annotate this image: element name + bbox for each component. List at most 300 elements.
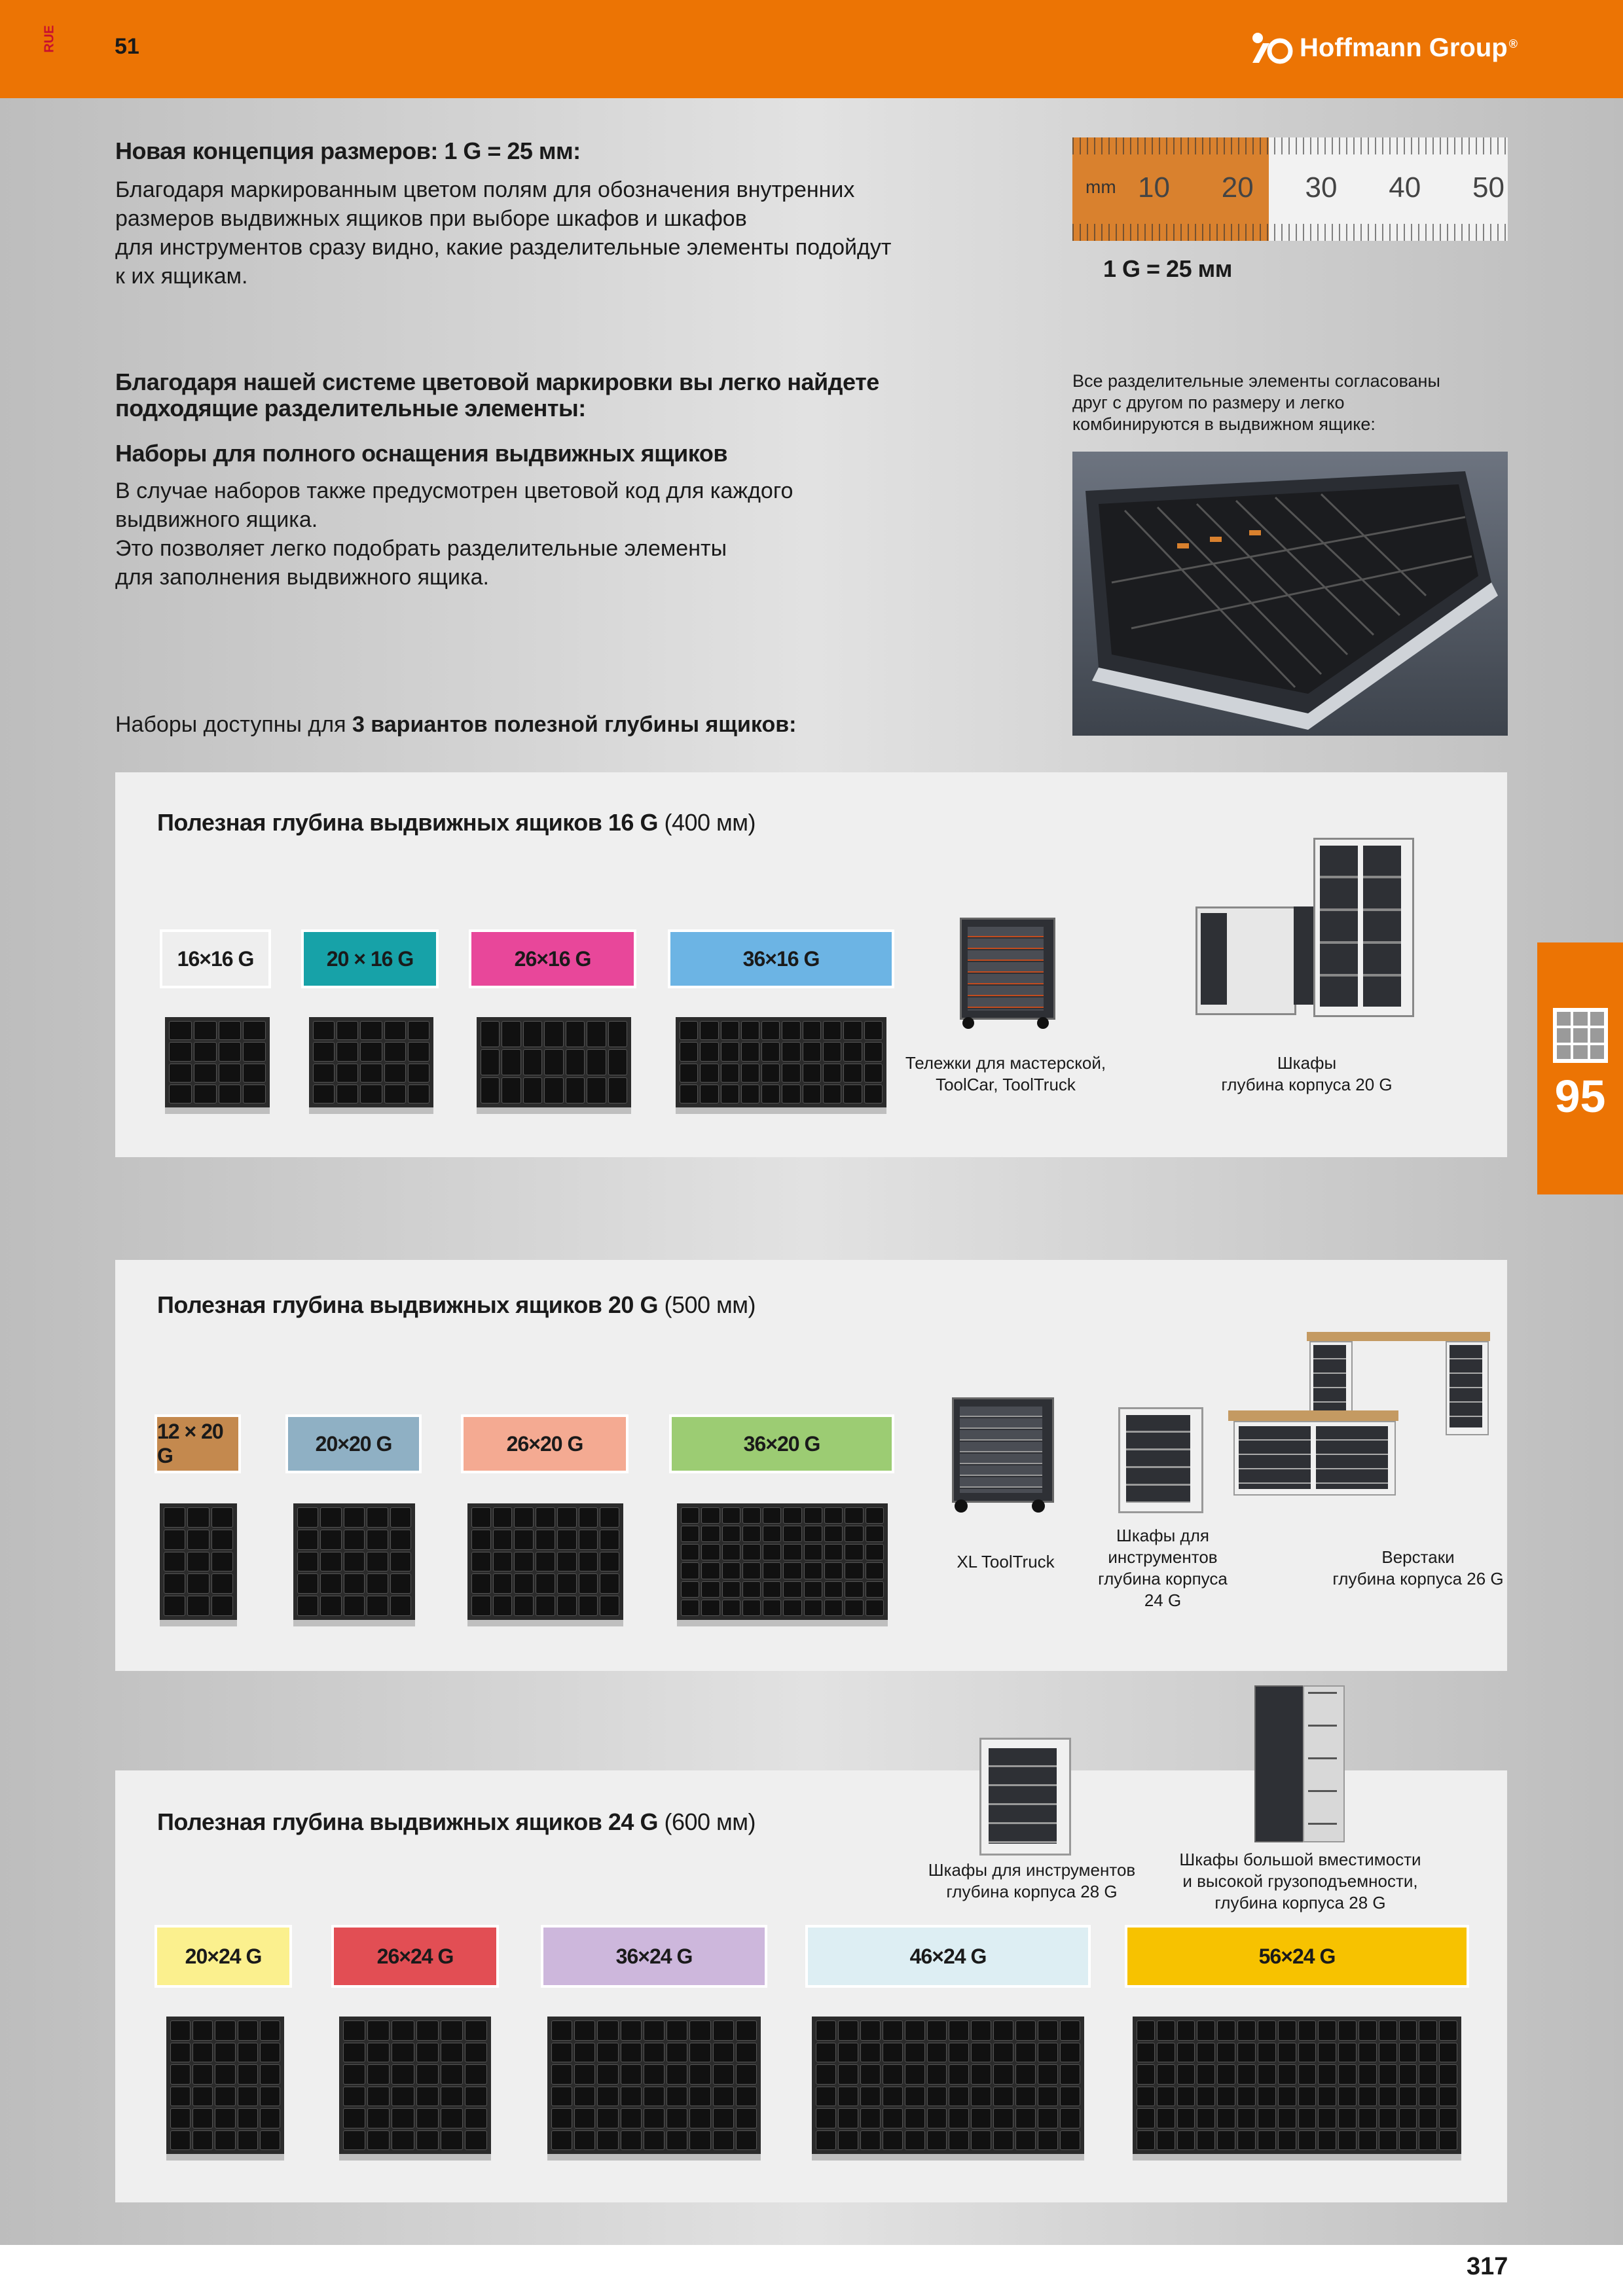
tray-compartment [597,2020,618,2041]
tray-compartment [574,2064,595,2085]
tray-compartment [845,1507,863,1524]
tray-compartment [681,1562,699,1579]
tray-compartment [816,2087,836,2107]
color-system-title [115,369,879,422]
tray-compartment [1197,2020,1215,2041]
tray-compartment [1379,2130,1397,2151]
tray-compartment [551,2020,572,2041]
tray-compartment [860,2087,881,2107]
tray-compartment [514,1573,534,1594]
section-24g [115,1770,1507,2202]
tray-compartment [866,1562,884,1579]
tray-compartment [536,1530,555,1550]
tray-compartment [843,1021,862,1040]
tray-compartment [344,1530,365,1550]
tray-compartment [713,2130,734,2151]
tray-compartment [742,1544,761,1560]
tray-compartment [392,2043,414,2063]
size-label[interactable]: 12 × 20 G [155,1414,241,1473]
tray-compartment [465,2087,487,2107]
tray-compartment [1237,2087,1256,2107]
tray-compartment [187,1530,209,1550]
tray-compartment [824,1544,843,1560]
tray-compartment [170,2108,191,2128]
tray-compartment [416,2043,439,2063]
tray-compartment [169,1085,192,1103]
tray-compartment [1338,2064,1357,2085]
tray-compartment [644,2130,665,2151]
tray-compartment [905,2064,925,2085]
tray-compartment [1318,2020,1336,2041]
tray-compartment [689,2108,710,2128]
tray-compartment [544,1021,563,1047]
tray-compartment [1177,2043,1195,2063]
tool-trolley-icon [953,918,1058,1032]
size-label[interactable]: 26×24 G [331,1925,499,1988]
size-label[interactable]: 16×16 G [160,929,271,988]
size-label[interactable]: 36×24 G [541,1925,767,1988]
tray-compartment [360,1042,382,1061]
tray-compartment [441,2108,463,2128]
tray-compartment [1439,2064,1457,2085]
size-label[interactable]: 56×24 G [1125,1925,1469,1988]
tray-compartment [713,2087,734,2107]
tray-compartment [441,2043,463,2063]
tray-compartment [343,2020,365,2041]
tray-compartment [666,2043,687,2063]
tray-compartment [782,1064,800,1083]
tray-compartment [666,2020,687,2041]
tray-compartment [763,1562,781,1579]
tray-compartment [551,2064,572,2085]
tray-compartment [721,1042,739,1061]
product-caption [1156,1849,1444,1914]
tray-compartment [1379,2043,1397,2063]
tray-compartment [1419,2087,1437,2107]
tray-compartment [390,1573,411,1594]
tray-compartment [971,2043,991,2063]
tray-compartment [845,1526,863,1542]
size-label[interactable]: 20×24 G [155,1925,292,1988]
tray-compartment [1177,2020,1195,2041]
ruler-number: 50 [1472,171,1504,204]
tray-compartment [514,1596,534,1616]
tray-compartment [1278,2087,1296,2107]
product-caption [1176,1052,1438,1096]
tray-compartment [845,1600,863,1616]
tray-compartment [1298,2087,1317,2107]
tray-compartment [536,1507,555,1528]
tray-compartment [1359,2064,1377,2085]
tall-cabinet-icon [1254,1685,1346,1842]
tray-compartment [344,1596,365,1616]
tray-compartment [260,2064,280,2085]
tray-compartment [1038,2108,1058,2128]
tray-compartment [621,2108,642,2128]
tray-compartment [557,1530,577,1550]
tray-compartment [905,2130,925,2151]
tray-compartment [219,1064,242,1083]
tray-compartment [1379,2020,1397,2041]
tray-compartment [1318,2087,1336,2107]
insert-tray [812,2017,1084,2161]
tray-compartment [1359,2108,1377,2128]
tray-compartment [471,1596,491,1616]
tray-compartment [574,2130,595,2151]
tray-compartment [783,1581,801,1598]
tray-compartment [367,2043,390,2063]
intro-line: для инструментов сразу видно, какие разделительные элементы подойдут [115,235,892,260]
ruler-number: 40 [1389,171,1421,204]
product-caption [1313,1547,1523,1590]
tray-compartment [701,1600,720,1616]
tray-compartment [701,1544,720,1560]
tray-compartment [164,1596,185,1616]
tray-compartment [192,2020,213,2041]
chapter-tab[interactable] [1537,942,1623,1194]
tray-compartment [1137,2043,1155,2063]
tray-compartment [971,2020,991,2041]
tray-compartment [441,2130,463,2151]
tray-compartment [1217,2064,1235,2085]
tray-compartment [238,2020,258,2041]
color-system-line: для заполнения выдвижного ящика. [115,565,489,590]
brand-logo[interactable] [1247,31,1518,64]
tray-compartment [644,2087,665,2107]
tray-compartment [367,1530,388,1550]
tray-compartment [905,2108,925,2128]
tray-compartment [260,2020,280,2041]
tray-compartment [408,1085,429,1103]
tray-compartment [866,1526,884,1542]
tray-compartment [170,2130,191,2151]
tray-compartment [866,1507,884,1524]
tray-compartment [367,1552,388,1572]
tray-compartment [597,2043,618,2063]
tray-compartment [192,2043,213,2063]
tray-compartment [557,1507,577,1528]
tray-compartment [883,2043,903,2063]
tray-compartment [681,1544,699,1560]
tray-compartment [1157,2020,1175,2041]
tray-compartment [194,1064,217,1083]
tray-compartment [1237,2130,1256,2151]
tray-compartment [367,2108,390,2128]
tray-compartment [1197,2064,1215,2085]
tray-compartment [1338,2108,1357,2128]
tray-compartment [1197,2130,1215,2151]
tray-compartment [566,1077,585,1103]
tray-compartment [971,2108,991,2128]
tray-compartment [608,1077,627,1103]
tray-compartment [1439,2108,1457,2128]
tray-compartment [320,1507,341,1528]
tray-compartment [1359,2130,1377,2151]
tray-compartment [866,1544,884,1560]
tray-compartment [551,2087,572,2107]
tray-compartment [824,1507,843,1524]
tray-compartment [644,2064,665,2085]
tray-compartment [297,1573,318,1594]
tray-compartment [1038,2020,1058,2041]
tray-compartment [238,2087,258,2107]
tray-compartment [721,1085,739,1103]
cabinet-icon [1195,838,1412,1014]
tray-compartment [689,2064,710,2085]
tray-compartment [260,2130,280,2151]
tray-compartment [1197,2108,1215,2128]
tray-compartment [600,1552,619,1572]
tray-compartment [860,2130,881,2151]
tray-compartment [343,2130,365,2151]
tray-compartment [1157,2108,1175,2128]
tray-compartment [845,1581,863,1598]
tray-compartment [164,1530,185,1550]
tray-compartment [392,2064,414,2085]
tray-compartment [215,2020,235,2041]
tray-compartment [600,1573,619,1594]
insert-tray [477,1017,631,1114]
tray-compartment [1137,2020,1155,2041]
tray-compartment [238,2130,258,2151]
tray-compartment [493,1530,513,1550]
tray-compartment [1197,2043,1215,2063]
tray-compartment [441,2087,463,2107]
tray-compartment [367,1596,388,1616]
tray-compartment [471,1507,491,1528]
tray-compartment [514,1507,534,1528]
tray-compartment [579,1596,598,1616]
tray-compartment [1217,2043,1235,2063]
tray-compartment [600,1530,619,1550]
tray-compartment [501,1021,520,1047]
tray-compartment [763,1526,781,1542]
tray-compartment [544,1077,563,1103]
catalog-page-ref: 51 [115,34,139,59]
tray-compartment [211,1530,233,1550]
tray-compartment [238,2043,258,2063]
tray-compartment [297,1507,318,1528]
tray-compartment [1318,2130,1336,2151]
tray-compartment [742,1600,761,1616]
tray-compartment [949,2108,969,2128]
tray-compartment [597,2108,618,2128]
tray-compartment [390,1530,411,1550]
tray-compartment [949,2064,969,2085]
tray-compartment [343,2064,365,2085]
tray-compartment [1439,2087,1457,2107]
tray-compartment [493,1573,513,1594]
tray-compartment [343,2043,365,2063]
tray-compartment [1399,2043,1417,2063]
tray-compartment [927,2108,947,2128]
tray-compartment [689,2020,710,2041]
tray-compartment [416,2020,439,2041]
tray-compartment [337,1064,358,1083]
tray-compartment [219,1085,242,1103]
tray-compartment [1298,2130,1317,2151]
tray-compartment [579,1507,598,1528]
tray-compartment [823,1021,841,1040]
size-label[interactable]: 26×16 G [469,929,636,988]
tray-compartment [408,1042,429,1061]
color-system-title-line: Благодаря нашей системе цветовой маркировки вы легко найдете [115,368,879,395]
tray-compartment [367,2064,390,2085]
tray-compartment [1137,2087,1155,2107]
ruler-caption: 1 G = 25 мм [1103,255,1232,282]
tray-compartment [680,1021,698,1040]
tray-compartment [700,1064,718,1083]
tray-compartment [574,2087,595,2107]
tray-compartment [782,1042,800,1061]
caption-line: глубина корпуса 20 G [1221,1075,1393,1094]
tray-compartment [557,1552,577,1572]
tray-compartment [993,2108,1013,2128]
tray-compartment [187,1507,209,1528]
tray-compartment [824,1581,843,1598]
tray-compartment [384,1085,406,1103]
tray-compartment [441,2064,463,2085]
tray-compartment [219,1021,242,1040]
tray-compartment [1318,2064,1336,2085]
tray-compartment [816,2130,836,2151]
tray-compartment [742,1562,761,1579]
size-label[interactable]: 36×16 G [668,929,894,988]
tray-compartment [579,1573,598,1594]
tray-compartment [481,1077,500,1103]
tray-compartment [736,2108,757,2128]
tray-compartment [860,2108,881,2128]
tray-compartment [1015,2108,1036,2128]
tray-compartment [215,2130,235,2151]
tray-compartment [845,1544,863,1560]
tray-compartment [1338,2043,1357,2063]
tray-compartment [1237,2064,1256,2085]
product-caption: XL ToolTruck [957,1552,1055,1571]
section-title-suffix: (400 мм) [664,809,756,836]
tray-compartment [523,1077,542,1103]
tray-compartment [536,1552,555,1572]
tray-compartment [1298,2064,1317,2085]
tray-compartment [238,2064,258,2085]
tray-compartment [949,2087,969,2107]
tray-compartment [192,2108,213,2128]
tray-compartment [816,2043,836,2063]
ruler-number: 20 [1221,171,1254,204]
tray-compartment [741,1021,759,1040]
tray-compartment [587,1021,606,1047]
tray-compartment [1157,2087,1175,2107]
tray-compartment [763,1507,781,1524]
tray-compartment [722,1581,740,1598]
caption-line: 24 G [1144,1590,1182,1610]
tray-compartment [721,1064,739,1083]
tray-compartment [1137,2064,1155,2085]
tray-compartment [1278,2020,1296,2041]
tray-compartment [883,2108,903,2128]
caption-line: Верстаки [1381,1547,1455,1567]
tray-compartment [824,1600,843,1616]
drawer-cabinet-icon [979,1738,1071,1856]
tray-compartment [313,1042,335,1061]
tray-compartment [823,1042,841,1061]
tray-compartment [1197,2087,1215,2107]
tray-compartment [883,2087,903,2107]
size-label[interactable]: 26×20 G [461,1414,629,1473]
tray-compartment [215,2064,235,2085]
tray-compartment [551,2108,572,2128]
caption-line: ToolCar, ToolTruck [936,1075,1076,1094]
workbench-icon [1228,1332,1510,1522]
caption-line: инструментов [1108,1547,1218,1567]
tray-compartment [1060,2130,1080,2151]
tray-compartment [544,1049,563,1075]
tray-compartment [1217,2130,1235,2151]
tray-compartment [597,2087,618,2107]
tray-compartment [843,1042,862,1061]
caption-line: глубина корпуса 28 G [946,1882,1118,1901]
tray-compartment [170,2087,191,2107]
tray-compartment [170,2020,191,2041]
color-system-text [115,476,793,592]
tray-compartment [297,1596,318,1616]
tray-compartment [360,1021,382,1040]
tray-compartment [187,1552,209,1572]
tray-compartment [783,1544,801,1560]
tray-compartment [390,1507,411,1528]
tray-compartment [838,2020,858,2041]
tray-compartment [192,2130,213,2151]
tray-compartment [701,1526,720,1542]
size-label[interactable]: 36×20 G [669,1414,894,1473]
tray-compartment [763,1581,781,1598]
brand-mark: ® [1508,37,1518,50]
tray-compartment [481,1049,500,1075]
tray-compartment [824,1562,843,1579]
tray-compartment [320,1596,341,1616]
size-label[interactable]: 20 × 16 G [301,929,439,988]
tray-compartment [680,1042,698,1061]
tray-compartment [219,1042,242,1061]
tray-compartment [803,1042,821,1061]
tray-compartment [367,2087,390,2107]
tray-compartment [597,2064,618,2085]
tray-compartment [689,2087,710,2107]
tray-compartment [390,1596,411,1616]
tray-compartment [843,1064,862,1083]
tray-compartment [761,1064,780,1083]
tray-compartment [804,1581,822,1598]
tray-compartment [761,1021,780,1040]
tray-compartment [866,1581,884,1598]
tray-compartment [816,2064,836,2085]
tray-compartment [763,1600,781,1616]
tray-compartment [164,1507,185,1528]
tray-compartment [493,1552,513,1572]
tray-compartment [864,1064,883,1083]
tray-compartment [465,2064,487,2085]
intro-line: к их ящикам. [115,264,248,289]
tray-compartment [392,2020,414,2041]
tray-compartment [680,1064,698,1083]
hoffmann-logo-icon [1247,31,1293,64]
tray-compartment [194,1085,217,1103]
tray-compartment [465,2043,487,2063]
product-caption [1078,1525,1248,1611]
size-label[interactable]: 46×24 G [805,1925,1091,1988]
tray-compartment [1439,2043,1457,2063]
size-label[interactable]: 20×20 G [285,1414,422,1473]
